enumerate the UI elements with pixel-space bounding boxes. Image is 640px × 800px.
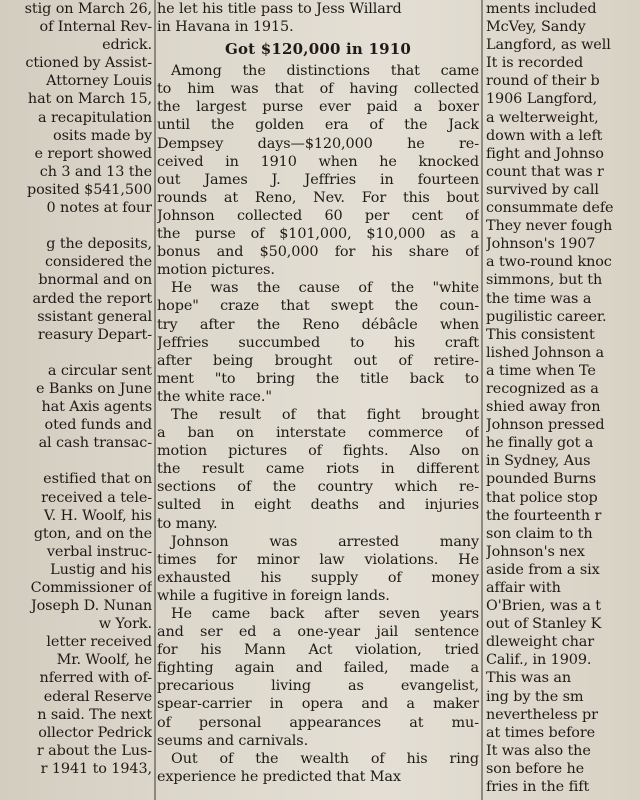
text-line (0, 217, 152, 235)
text-line: of Internal Rev- (39, 19, 152, 36)
paragraph-line: sections of the country which re- (157, 479, 479, 496)
paragraph-line: exhausted his supply of money (157, 569, 479, 586)
paragraph-line: of personal appearances at mu- (157, 714, 479, 731)
paragraph-line: to him was that of having collected (157, 81, 479, 98)
text-line: e report showed (34, 145, 152, 162)
text-line: ederal Reserve (43, 688, 152, 705)
paragraph-line: to many. (157, 515, 218, 532)
text-line: a recapitulation (38, 109, 152, 126)
text-line: ments included (486, 1, 597, 17)
text-line: estified that on (43, 471, 152, 488)
paragraph-line: ment "to bring the title back to (157, 370, 479, 387)
text-line: Langford, as well (486, 37, 611, 54)
text-line: osits made by (53, 127, 152, 144)
text-line: al cash transac- (38, 435, 152, 452)
text-line: he finally got a (486, 435, 594, 452)
text-line: stig on March 26, (24, 1, 152, 17)
text-line: hat on March 15, (27, 91, 152, 108)
text-line: ing by the sm (486, 688, 584, 705)
paragraph-line: bonus and $50,000 for his share of (157, 244, 479, 261)
text-line: This was an (486, 670, 572, 687)
paragraph-line: spear-carrier in opera and a maker (157, 696, 479, 713)
paragraph-line: try after the Reno débâcle when (157, 316, 479, 333)
left-column (0, 0, 152, 800)
article-continued-line: he let his title pass to Jess Willard (157, 1, 402, 17)
paragraph-line: out James J. Jeffries in fourteen (157, 171, 479, 188)
text-line: McVey, Sandy (486, 19, 586, 36)
text-line: dleweight char (486, 634, 594, 651)
text-line: that police stop (486, 489, 598, 506)
text-line: ch 3 and 13 the (39, 163, 152, 180)
paragraph-line: motion pictures. (157, 262, 275, 279)
paragraph-line: fighting again and failed, made a (157, 660, 479, 677)
text-line: It is recorded (486, 55, 584, 72)
paragraph-line: a ban on interstate commerce of (157, 425, 479, 442)
paragraph-line: seums and carnivals. (157, 732, 309, 749)
text-line: out of Stanley K (486, 616, 602, 633)
text-line: Johnson's 1907 (486, 236, 596, 253)
text-line: reasury Depart- (37, 326, 152, 343)
text-line: 0 notes at four (46, 200, 152, 217)
text-line: n said. The next (37, 706, 152, 723)
text-line: ollector Pedrick (38, 724, 152, 741)
text-line: a circular sent (47, 362, 152, 379)
paragraph-line: Among the distinctions that came (171, 63, 479, 80)
paragraph-line: the purse of $101,000, $10,000 as a (157, 226, 479, 243)
paragraph-line: motion pictures of fights. Also on (157, 443, 479, 460)
text-line: down with a left (486, 127, 603, 144)
text-line: pugilistic career. (486, 308, 607, 325)
text-line: round of their b (486, 73, 600, 90)
right-column (486, 0, 640, 800)
text-line: fries in the fift (486, 779, 590, 796)
text-line: Commissioner of (30, 580, 152, 596)
text-line: the fourteenth r (486, 507, 602, 524)
column-rule-right (481, 0, 483, 800)
text-line: 1906 Langford, (486, 91, 598, 108)
text-line: pounded Burns (486, 471, 597, 488)
text-line: count that was r (486, 163, 604, 180)
text-line: letter received (46, 634, 152, 651)
text-line: recognized as a (486, 380, 599, 397)
text-line: aside from a six (486, 561, 600, 578)
text-line: posited $541,500 (26, 181, 152, 198)
text-line: e Banks on June (35, 380, 152, 397)
text-line: survived by call (486, 181, 599, 198)
paragraph-line: the white race." (157, 388, 272, 405)
subheadline: Got $120,000 in 1910 (224, 40, 412, 59)
text-line: ssistant general (37, 308, 152, 325)
text-line: r about the Lus- (36, 742, 152, 759)
paragraph-line: Out of the wealth of his ring (171, 750, 479, 767)
paragraph-line: times for minor law violations. He (157, 551, 479, 568)
text-line: Johnson pressed (486, 417, 605, 434)
text-line: hat Axis agents (41, 399, 152, 416)
paragraph-line: He was the cause of the "white (171, 280, 479, 297)
paragraph-line: precarious living as evangelist, (157, 678, 479, 695)
text-line: son before he (486, 760, 585, 777)
text-line: This consistent (486, 326, 595, 343)
middle-column (157, 0, 479, 800)
text-line: in Sydney, Aus (486, 453, 591, 470)
text-line: They never fough (486, 218, 613, 235)
text-line: arded the report (32, 290, 152, 307)
paragraph-line: for his Mann Act violation, tried (157, 642, 479, 659)
text-line: the time was a (486, 290, 592, 307)
paragraph-line: after being brought out of retire- (157, 352, 479, 369)
text-line: r 1941 to 1943, (40, 760, 152, 777)
paragraph-line: the largest purse ever paid a boxer (157, 99, 479, 116)
text-line: received a tele- (41, 489, 152, 506)
paragraph-line: while a fugitive in foreign lands. (157, 587, 390, 604)
paragraph-line: Jeffries succumbed to his craft (157, 334, 479, 351)
text-line: consummate defe (486, 200, 614, 217)
paragraph-line: the result came riots in different (157, 461, 479, 478)
article-continued-line: in Havana in 1915. (157, 19, 294, 36)
paragraph-line: He came back after seven years (171, 606, 479, 622)
text-line: w York. (98, 616, 152, 633)
text-line: V. H. Woolf, his (43, 507, 152, 524)
text-line: a welterweight, (486, 109, 599, 126)
article-body (157, 62, 479, 786)
text-line: shied away fron (486, 399, 601, 416)
text-line: Lustig and his (50, 561, 152, 578)
paragraph-line: ceived in 1910 when he knocked (157, 153, 479, 170)
paragraph-line: Dempsey days—$120,000 he re- (157, 135, 479, 152)
paragraph-line: rounds at Reno, Nev. For this bout (157, 189, 479, 206)
text-line: considered the (44, 254, 152, 271)
text-line: lished Johnson a (486, 344, 605, 361)
paragraph-line: sulted in eight deaths and injuries (157, 497, 479, 514)
text-line: O'Brien, was a t (486, 598, 601, 615)
text-line: Johnson's nex (486, 543, 585, 560)
paragraph-line: The result of that fight brought (171, 406, 479, 423)
text-line: It was also the (486, 742, 591, 759)
text-line: son claim to th (486, 525, 593, 542)
text-line: nferred with of- (39, 670, 152, 687)
text-line: edrick. (102, 37, 152, 54)
column-rule-left (154, 0, 156, 800)
text-line: oted funds and (44, 417, 152, 434)
text-line: Joseph D. Nunan (30, 598, 152, 615)
text-line: g the deposits, (46, 236, 152, 253)
text-line: bnormal and on (38, 272, 152, 289)
text-line: at times before (486, 724, 596, 741)
text-line: fight and Johnso (486, 145, 604, 162)
text-line: affair with (486, 580, 561, 596)
text-line: nevertheless pr (486, 706, 598, 723)
text-line: Calif., in 1909. (486, 652, 592, 669)
text-line: a two-round knoc (486, 254, 612, 271)
text-line: simmons, but th (486, 272, 603, 289)
text-line: gton, and on the (33, 525, 152, 542)
paragraph-line: Johnson was arrested many (171, 533, 479, 550)
paragraph-line: until the golden era of the Jack (157, 117, 479, 134)
text-line: verbal instruc- (46, 543, 152, 560)
paragraph-line: and ser ed a one-year jail sentence (157, 624, 479, 641)
text-line: Attorney Louis (46, 73, 152, 90)
text-line (0, 344, 152, 362)
text-line: Mr. Woolf, he (56, 652, 152, 669)
paragraph-line: hope" craze that swept the coun- (157, 298, 479, 315)
text-line: a time when Te (486, 362, 596, 379)
paragraph-line: Johnson collected 60 per cent of (157, 207, 479, 224)
text-line (0, 452, 152, 470)
paragraph-line: experience he predicted that Max (157, 768, 401, 785)
text-line: ctioned by Assist- (25, 55, 152, 72)
